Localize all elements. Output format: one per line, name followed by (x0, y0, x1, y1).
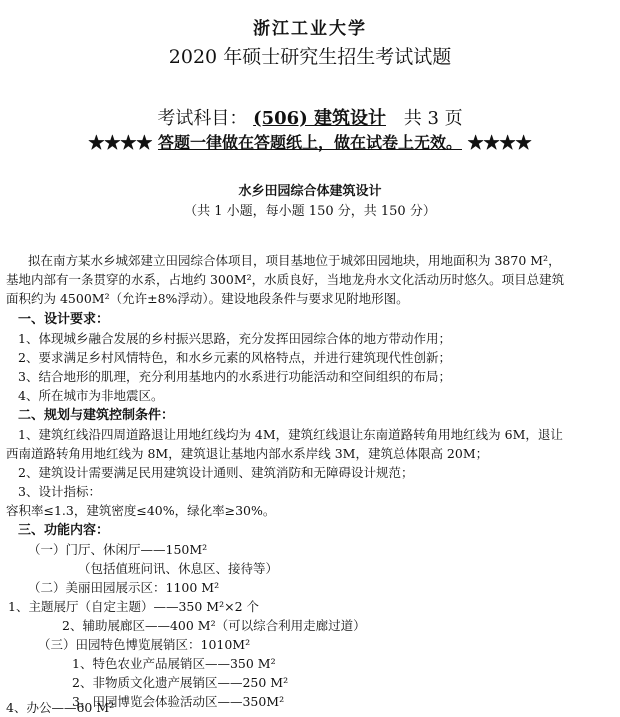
section-1-item: 4、所在城市为非地震区。 (18, 388, 164, 403)
stars-left: ★★★★ (88, 133, 153, 152)
section-1-item: 1、体现城乡融合发展的乡村振兴思路，充分发挥田园综合体的地方带动作用； (18, 331, 451, 346)
stars-right: ★★★★ (467, 133, 532, 152)
exam-notice (0, 130, 620, 153)
question-score-note: （共 1 小题，每小题 150 分，共 150 分） (184, 204, 436, 219)
intro-line-1: 拟在南方某水乡城郊建立田园综合体项目，项目基地位于城郊田园地块，用地面积为 3870 M²， (28, 253, 561, 268)
function-item-partial: 4、办公——60 M² (6, 700, 115, 715)
section-2-item-3: 3、设计指标： (18, 484, 101, 499)
function-item: 2、辅助展廊区——400 M²（可以综合利用走廊过道） (62, 618, 366, 633)
intro-line-2: 基地内部有一条贯穿的水系，占地约 300M²，水质良好，当地龙舟水文化活动历时悠久。项目总建筑 (6, 272, 565, 287)
intro-line-3: 面积约为 4500M²（允许±8%浮动）。建设地段条件与要求见附地形图。 (6, 291, 409, 306)
function-item: （二）美丽田园展示区：1100 M² (28, 580, 220, 595)
section-2-heading: 二、规划与建筑控制条件： (18, 408, 175, 423)
notice-text: 答题一律做在答题纸上，做在试卷上无效。 (157, 133, 462, 152)
section-1-item: 2、要求满足乡村风情特色，和水乡元素的风格特点，并进行建筑现代性创新； (18, 350, 451, 365)
question-title: 水乡田园综合体建筑设计 (238, 184, 382, 199)
function-item: 3、田园博览会体验活动区——350M² (72, 694, 285, 709)
function-item-note: （包括值班问讯、休息区、接待等） (78, 561, 279, 576)
subject-name: (506) 建筑设计 (253, 108, 386, 129)
section-3-heading: 三、功能内容： (18, 523, 110, 538)
subject-line (0, 104, 620, 130)
page-count: 共 3 页 (403, 108, 463, 129)
section-1-heading: 一、设计要求： (18, 312, 110, 327)
section-2-item-2: 2、建筑设计需要满足民用建筑设计通则、建筑消防和无障碍设计规范； (18, 465, 414, 480)
function-item: 2、非物质文化遗产展销区——250 M² (72, 675, 289, 690)
function-item: （一）门厅、休闲厅——150M² (28, 542, 208, 557)
function-item: （三）田园特色博览展销区：1010M² (38, 637, 251, 652)
function-item: 1、特色农业产品展销区——350 M² (72, 656, 276, 671)
section-2-item-1-line-1: 1、建筑红线沿四周道路退让用地红线均为 4M，建筑红线退让东南道路转角用地红线为 6M，退让 (18, 427, 563, 442)
function-item: 1、主题展厅（自定主题）——350 M²×2 个 (8, 599, 259, 614)
section-2-item-1-line-2: 西南道路转角用地红线为 8M，建筑退让基地内部水系岸线 3M，建筑总体限高 20M； (6, 446, 489, 461)
section-2-indicators: 容积率≤1.3，建筑密度≤40%，绿化率≥30%。 (6, 503, 276, 518)
section-1-item: 3、结合地形的肌理，充分利用基地内的水系进行功能活动和空间组织的布局； (18, 369, 451, 384)
university-name: 浙江工业大学 (253, 19, 367, 39)
exam-title: 2020 年硕士研究生招生考试试题 (168, 46, 452, 68)
subject-label: 考试科目： (157, 108, 248, 129)
